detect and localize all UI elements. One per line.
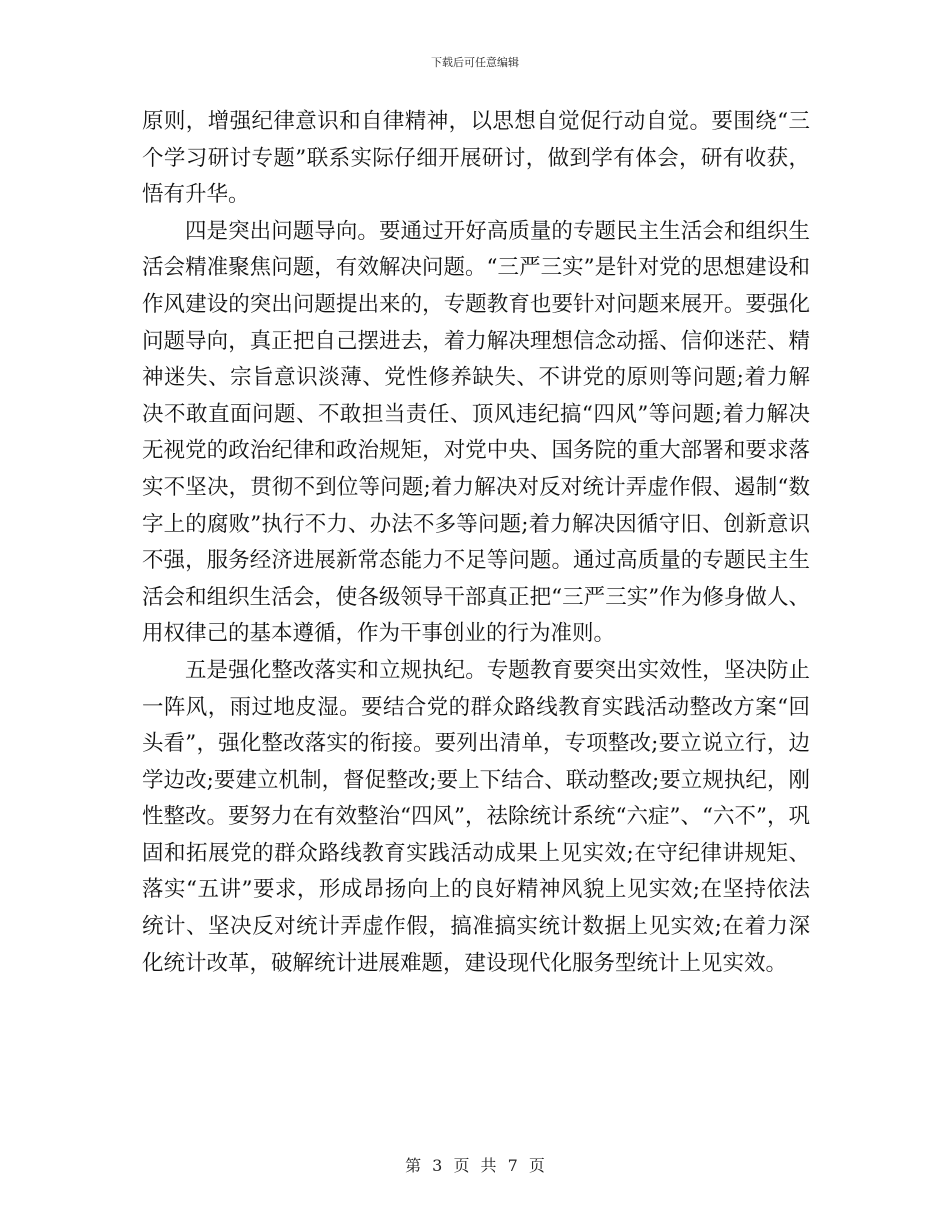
page-header: 下载后可任意编辑: [431, 56, 519, 69]
paragraph-problem-orientation: 四是突出问题导向。要通过开好高质量的专题民主生活会和组织生活会精准聚焦问题，有效解决问题。“三严三实”是针对党的思想建设和作风建设的突出问题提出来的，专题教育也要针对问题来展开。要强化问题导向，真正把自己摆进去，着力解决理想信念动摇、信仰迷茫、精神迷失、宗旨意识淡薄、党性修养缺失、不讲党的原则等问题;着力解决不敢直面问题、不敢担当责任、顶风违纪搞“四风”等问题;着力解决无视党的政治纪律和政治规矩，对党中央、国务院的重大部署和要求落实不坚决，贯彻不到位等问题;着力解决对反对统计弄虚作假、遏制“数字上的腐败”执行不力、办法不多等问题;着力解决因循守旧、创新意识不强，服务经济进展新常态能力不足等问题。通过高质量的专题民主生活会和组织生活会，使各级领导干部真正把“三严三实”作为修身做人、用权律己的基本遵循，作为干事创业的行为准则。: [142, 218, 810, 647]
paragraph-continuation: 原则，增强纪律意识和自律精神，以思想自觉促行动自觉。要围绕“三个学习研讨专题”联系实际仔细开展研讨，做到学有体会，研有收获，悟有升华。: [142, 109, 810, 208]
document-body: [142, 104, 810, 982]
paragraph-rectification: 五是强化整改落实和立规执纪。专题教育要突出实效性，坚决防止一阵风，雨过地皮湿。要结合党的群众路线教育实践活动整改方案“回头看”，强化整改落实的衔接。要列出清单，专项整改;要立说立行，边学边改;要建立机制，督促整改;要上下结合、联动整改;要立规执纪，刚性整改。要努力在有效整治“四风”，祛除统计系统“六症”、“六不”，巩固和拓展党的群众路线教育实践活动成果上见实效;在守纪律讲规矩、落实“五讲”要求，形成昂扬向上的良好精神风貌上见实效;在坚持依法统计、坚决反对统计弄虚作假，搞准搞实统计数据上见实效;在着力深化统计改革，破解统计进展难题，建设现代化服务型统计上见实效。: [142, 657, 810, 976]
page-number: 第 3 页 共 7 页: [405, 1156, 545, 1175]
